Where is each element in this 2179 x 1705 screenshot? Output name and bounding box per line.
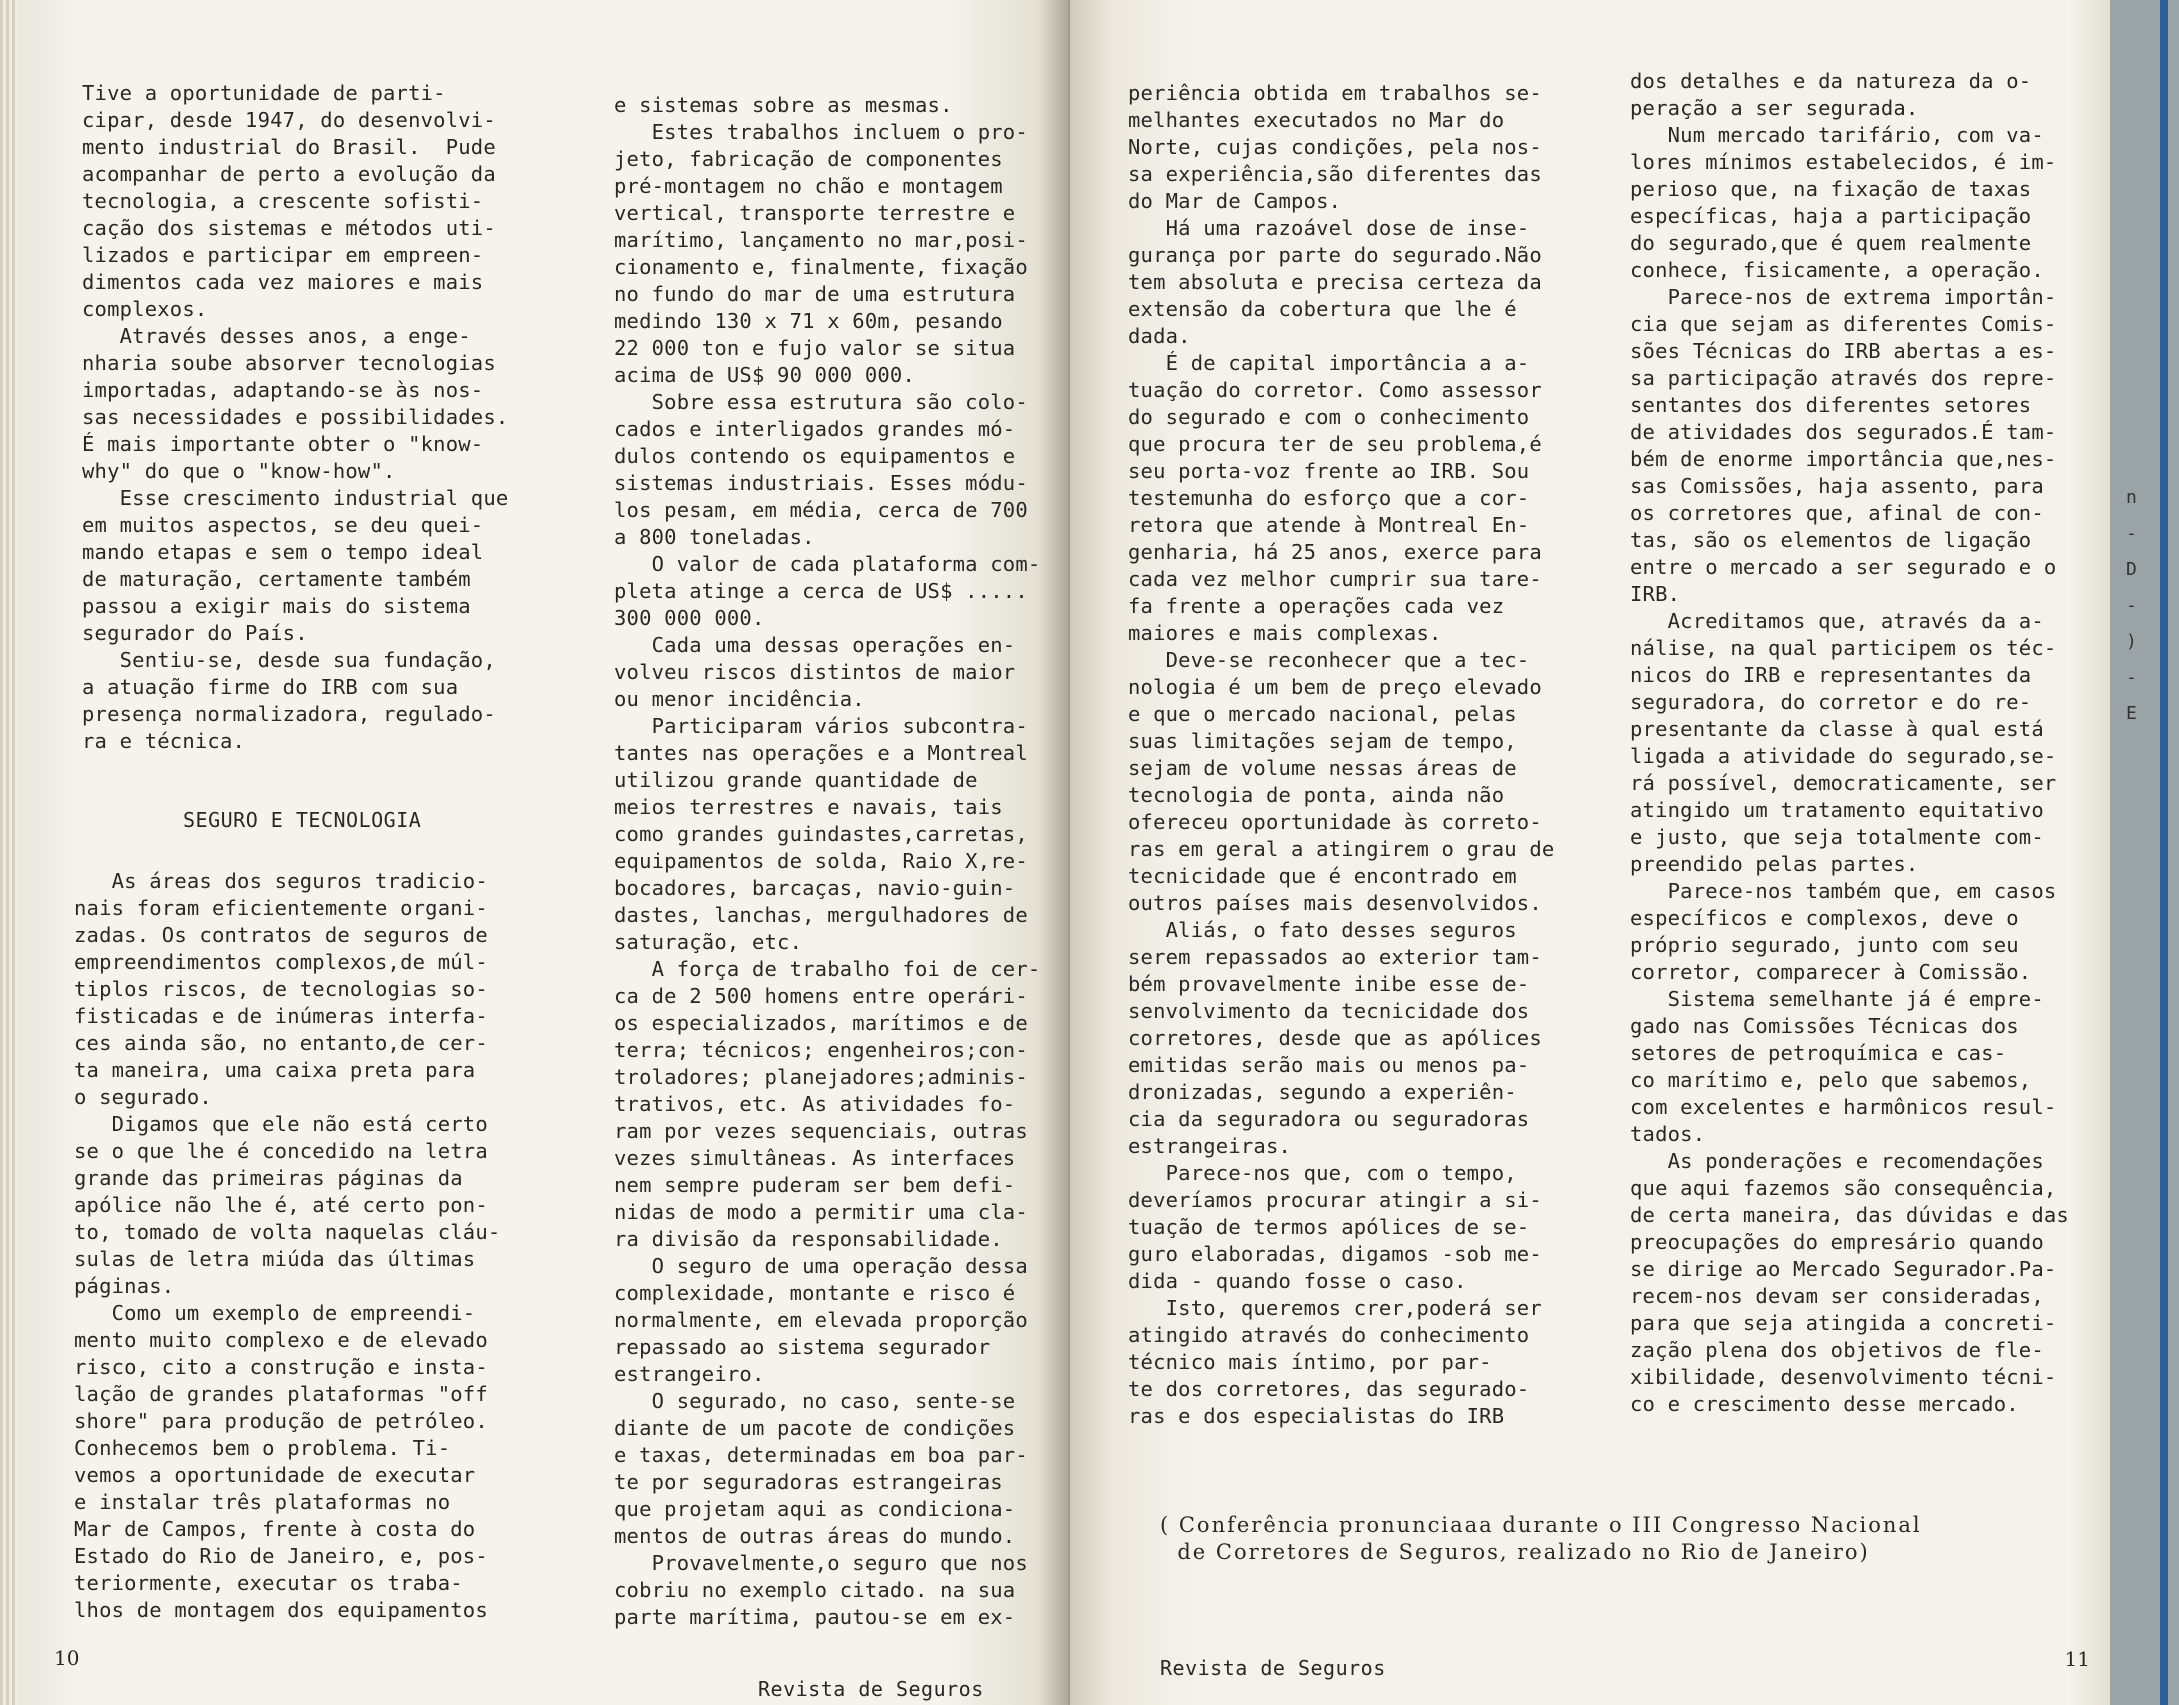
right-page: periência obtida em trabalhos se- melhantes executados no Mar do Norte, cujas condições, pela nos- sa experiência,são diferentes das do Mar de Campos. Há uma razoável dose de inse- gurança por parte do segurado.Não tem absoluta e precisa certeza da extensão da cobertura que lhe é dada. É de capital importância a a- tuação do corretor. Como assessor do segurado e com o conhecimento que procura ter de seu problema,é seu porta-voz frente ao IRB. Sou testemunha do esforço que a cor- retora que atende à Montreal En- genharia, há 25 anos, exerce para cada vez melhor cumprir sua tare- fa frente a operações cada vez maiores e mais complexas. Deve-se reconhecer que a tec- nologia é um bem de preço elevado e que o mercado nacional, pelas suas limitações sejam de tempo, sejam de volume nessas áreas de tecnologia de ponta, ainda não ofereceu oportunidade às correto- ras em geral a atingirem o grau de tecnicidade que é encontrado em outros países mais desenvolvidos. Aliás, o fato desses seguros serem repassados ao exterior tam- bém provavelmente inibe esse de- senvolvimento da tecnicidade dos corretores, desde que as apólices emitidas serão mais ou menos pa- dronizadas, segundo a experiên- cia da seguradora ou seguradoras estrangeiras. Parece-nos que, com o tempo, deveríamos procurar atingir a si- tuação de termos apólices de se- guro elaboradas, digamos -sob me- dida - quando fosse o caso. Isto, queremos crer,poderá ser atingido através do conhecimento técnico mais íntimo, por par- te dos corretores, das segurado- ras e dos especialistas do IRB dos detalhes e da natureza da o- peração a ser segurada. Num mercado tarifário, com va- lores mínimos estabelecidos, é im- perioso que, na fixação de taxas específicas, haja a participação do segurado,que é quem realmente conhece, fisicamente, a operação. Parece-nos de extrema importân- cia que sejam as diferentes Comis- sões Técnicas do IRB abertas a es- sa participação através dos repre- sentantes dos diferentes setores de atividades dos segurados.É tam- bém de enorme importância que,nes- sas Comissões, haja assento, para os corretores que, afinal de con- tas, são os elementos de ligação entre o mercado a ser segurado e o IRB. Acreditamos que, através da a- nálise, na qual participem os téc- nicos do IRB e representantes da seguradora, do corretor e do re- presentante da classe à qual está ligada a atividade do segurado,se- rá possível, democraticamente, ser atingido um tratamento equitativo e justo, que seja totalmente com- preendido pelas partes. Parece-nos também que, em casos específicos e complexos, deve o próprio segurado, junto com seu corretor, comparecer à Comissão. Sistema semelhante já é empre- gado nas Comissões Técnicas dos setores de petroquímica e cas- co marítimo e, pelo que sabemos, com excelentes e harmônicos resul- tados. As ponderações e recomendações que aqui fazemos são consequência, de certa maneira, das dúvidas e das preocupações do empresário quando se dirige ao Mercado Segurador.Pa- recem-nos devam ser consideradas, para que seja atingida a concreti- zação plena dos objetivos de fle- xibilidade, desenvolvimento técni- co e crescimento desse mercado. ( Conferência pronunciaaa durante o III Congresso Nacional de Corretores de Seguros, realizado no Rio de Janeiro) Revista de Seguros 11 — [1070, 0, 2110, 1705]
page-number-left: 10 — [54, 1646, 80, 1670]
column-3-body: periência obtida em trabalhos se- melhantes executados no Mar do Norte, cujas condições, pela nos- sa experiência,são diferentes das do Mar de Campos. Há uma razoável dose de inse- gurança por parte do segurado.Não tem absoluta e precisa certeza da extensão da cobertura que lhe é dada. É de capital importância a a- tuação do corretor. Como assessor do segurado e com o conhecimento que procura ter de seu problema,é seu porta-voz frente ao IRB. Sou testemunha do esforço que a cor- retora que atende à Montreal En- genharia, há 25 anos, exerce para cada vez melhor cumprir sua tare- fa frente a operações cada vez maiores e mais complexas. Deve-se reconhecer que a tec- nologia é um bem de preço elevado e que o mercado nacional, pelas suas limitações sejam de tempo, sejam de volume nessas áreas de tecnologia de ponta, ainda não ofereceu oportunidade às correto- ras em geral a atingirem o grau de tecnicidade que é encontrado em outros países mais desenvolvidos. Aliás, o fato desses seguros serem repassados ao exterior tam- bém provavelmente inibe esse de- senvolvimento da tecnicidade dos corretores, desde que as apólices emitidas serão mais ou menos pa- dronizadas, segundo a experiên- cia da seguradora ou seguradoras estrangeiras. Parece-nos que, com o tempo, deveríamos procurar atingir a si- tuação de termos apólices de se- guro elaboradas, digamos -sob me- dida - quando fosse o caso. Isto, queremos crer,poderá ser atingido através do conhecimento técnico mais íntimo, por par- te dos corretores, das segurado- ras e dos especialistas do IRB — [1128, 81, 1555, 1428]
book-edge-right — [2110, 0, 2179, 1705]
blue-page-strip — [2160, 0, 2168, 1705]
left-page — [18, 0, 1068, 1705]
section-heading: SEGURO E TECNOLOGIA — [183, 808, 422, 832]
footer-left: Revista de Seguros — [758, 1677, 984, 1701]
column-2-body: e sistemas sobre as mesmas. Estes trabalhos incluem o pro- jeto, fabricação de componentes pré-montagem no chão e montagem vertical, transporte terrestre e marítimo, lançamento no mar,posi- cionamento e, finalmente, fixação no fundo do mar de uma estrutura medindo 130 x 71 x 60m, pesando 22 000 ton e fujo valor se situa acima de US$ 90 000 000. Sobre essa estrutura são colo- cados e interligados grandes mó- dulos contendo os equipamentos e sistemas industriais. Esses módu- los pesam, em média, cerca de 700 a 800 toneladas. O valor de cada plataforma com- pleta atinge a cerca de US$ ..... 300 000 000. Cada uma dessas operações en- volveu riscos distintos de maior ou menor incidência. Participaram vários subcontra- tantes nas operações e a Montreal utilizou grande quantidade de meios terrestres e navais, tais como grandes guindastes,carretas, equipamentos de solda, Raio X,re- bocadores, barcaças, navio-guin- dastes, lanchas, mergulhadores de saturação, etc. A força de trabalho foi de cer- ca de 2 500 homens entre operári- os especializados, marítimos e de terra; técnicos; engenheiros;con- troladores; planejadores;adminis- trativos, etc. As atividades fo- ram por vezes sequenciais, outras vezes simultâneas. As interfaces nem sempre puderam ser bem defi- nidas de modo a permitir uma cla- ra divisão da responsabilidade. O seguro de uma operação dessa complexidade, montante e risco é normalmente, em elevada proporção repassado ao sistema segurador estrangeiro. O segurado, no caso, sente-se diante de um pacote de condições e taxas, determinadas em boa par- te por seguradoras estrangeiras que projetam aqui as condiciona- mentos de outras áreas do mundo. Provavelmente,o seguro que nos cobriu no exemplo citado. na sua parte marítima, pautou-se em ex- — [614, 93, 1041, 1629]
margin-scrap-text: n - D - ) - E — [2126, 487, 2137, 724]
column-1-intro: Tive a oportunidade de parti- cipar, desde 1947, do desenvolvi- mento industrial do Brasil. Pude acompanhar de perto a evolução da tecnologia, a crescente sofisti- cação dos sistemas e métodos uti- lizados e participar em empreen- dimentos cada vez maiores e mais complexos. Através desses anos, a enge- nharia soube absorver tecnologias importadas, adaptando-se às nos- sas necessidades e possibilidades. É mais importante obter o "know- why" do que o "know-how". Esse crescimento industrial que em muitos aspectos, se deu quei- mando etapas e sem o tempo ideal de maturação, certamente também passou a exigir mais do sistema segurador do País. Sentiu-se, desde sua fundação, a atuação firme do IRB com sua presença normalizadora, regulado- ra e técnica. — [82, 81, 509, 753]
conference-note: ( Conferência pronunciaaa durante o III Congresso Nacional de Corretores de Seguros, realizado no Rio de Janeiro) — [1160, 1513, 1922, 1564]
column-1-body: As áreas dos seguros tradicio- nais foram eficientemente organi- zadas. Os contratos de seguros de empreendimentos complexos,de múl- tiplos riscos, de tecnologias so- fisticadas e de inúmeras interfa- ces ainda são, no entanto,de cer- ta maneira, uma caixa preta para o segurado. Digamos que ele não está certo se o que lhe é concedido na letra grande das primeiras páginas da apólice não lhe é, até certo pon- to, tomado de volta naquelas cláu- sulas de letra miúda das últimas páginas. Como um exemplo de empreendi- mento muito complexo e de elevado risco, cito a construção e insta- lação de grandes plataformas "off shore" para produção de petróleo. Conhecemos bem o problema. Ti- vemos a oportunidade de executar e instalar três plataformas no Mar de Campos, frente à costa do Estado do Rio de Janeiro, e, pos- teriormente, executar os traba- lhos de montagem dos equipamentos — [74, 869, 501, 1622]
footer-right: Revista de Seguros — [1160, 1656, 1386, 1680]
column-4-body: dos detalhes e da natureza da o- peração a ser segurada. Num mercado tarifário, com va- lores mínimos estabelecidos, é im- perioso que, na fixação de taxas específicas, haja a participação do segurado,que é quem realmente conhece, fisicamente, a operação. Parece-nos de extrema importân- cia que sejam as diferentes Comis- sões Técnicas do IRB abertas a es- sa participação através dos repre- sentantes dos diferentes setores de atividades dos segurados.É tam- bém de enorme importância que,nes- sas Comissões, haja assento, para os corretores que, afinal de con- tas, são os elementos de ligação entre o mercado a ser segurado e o IRB. Acreditamos que, através da a- nálise, na qual participem os téc- nicos do IRB e representantes da seguradora, do corretor e do re- presentante da classe à qual está ligada a atividade do segurado,se- rá possível, democraticamente, ser atingido um tratamento equitativo e justo, que seja totalmente com- preendido pelas partes. Parece-nos também que, em casos específicos e complexos, deve o próprio segurado, junto com seu corretor, comparecer à Comissão. Sistema semelhante já é empre- gado nas Comissões Técnicas dos setores de petroquímica e cas- co marítimo e, pelo que sabemos, com excelentes e harmônicos resul- tados. As ponderações e recomendações que aqui fazemos são consequência, de certa maneira, das dúvidas e das preocupações do empresário quando se dirige ao Mercado Segurador.Pa- recem-nos devam ser consideradas, para que seja atingida a concreti- zação plena dos objetivos de fle- xibilidade, desenvolvimento técni- co e crescimento desse mercado. — [1630, 69, 2069, 1416]
